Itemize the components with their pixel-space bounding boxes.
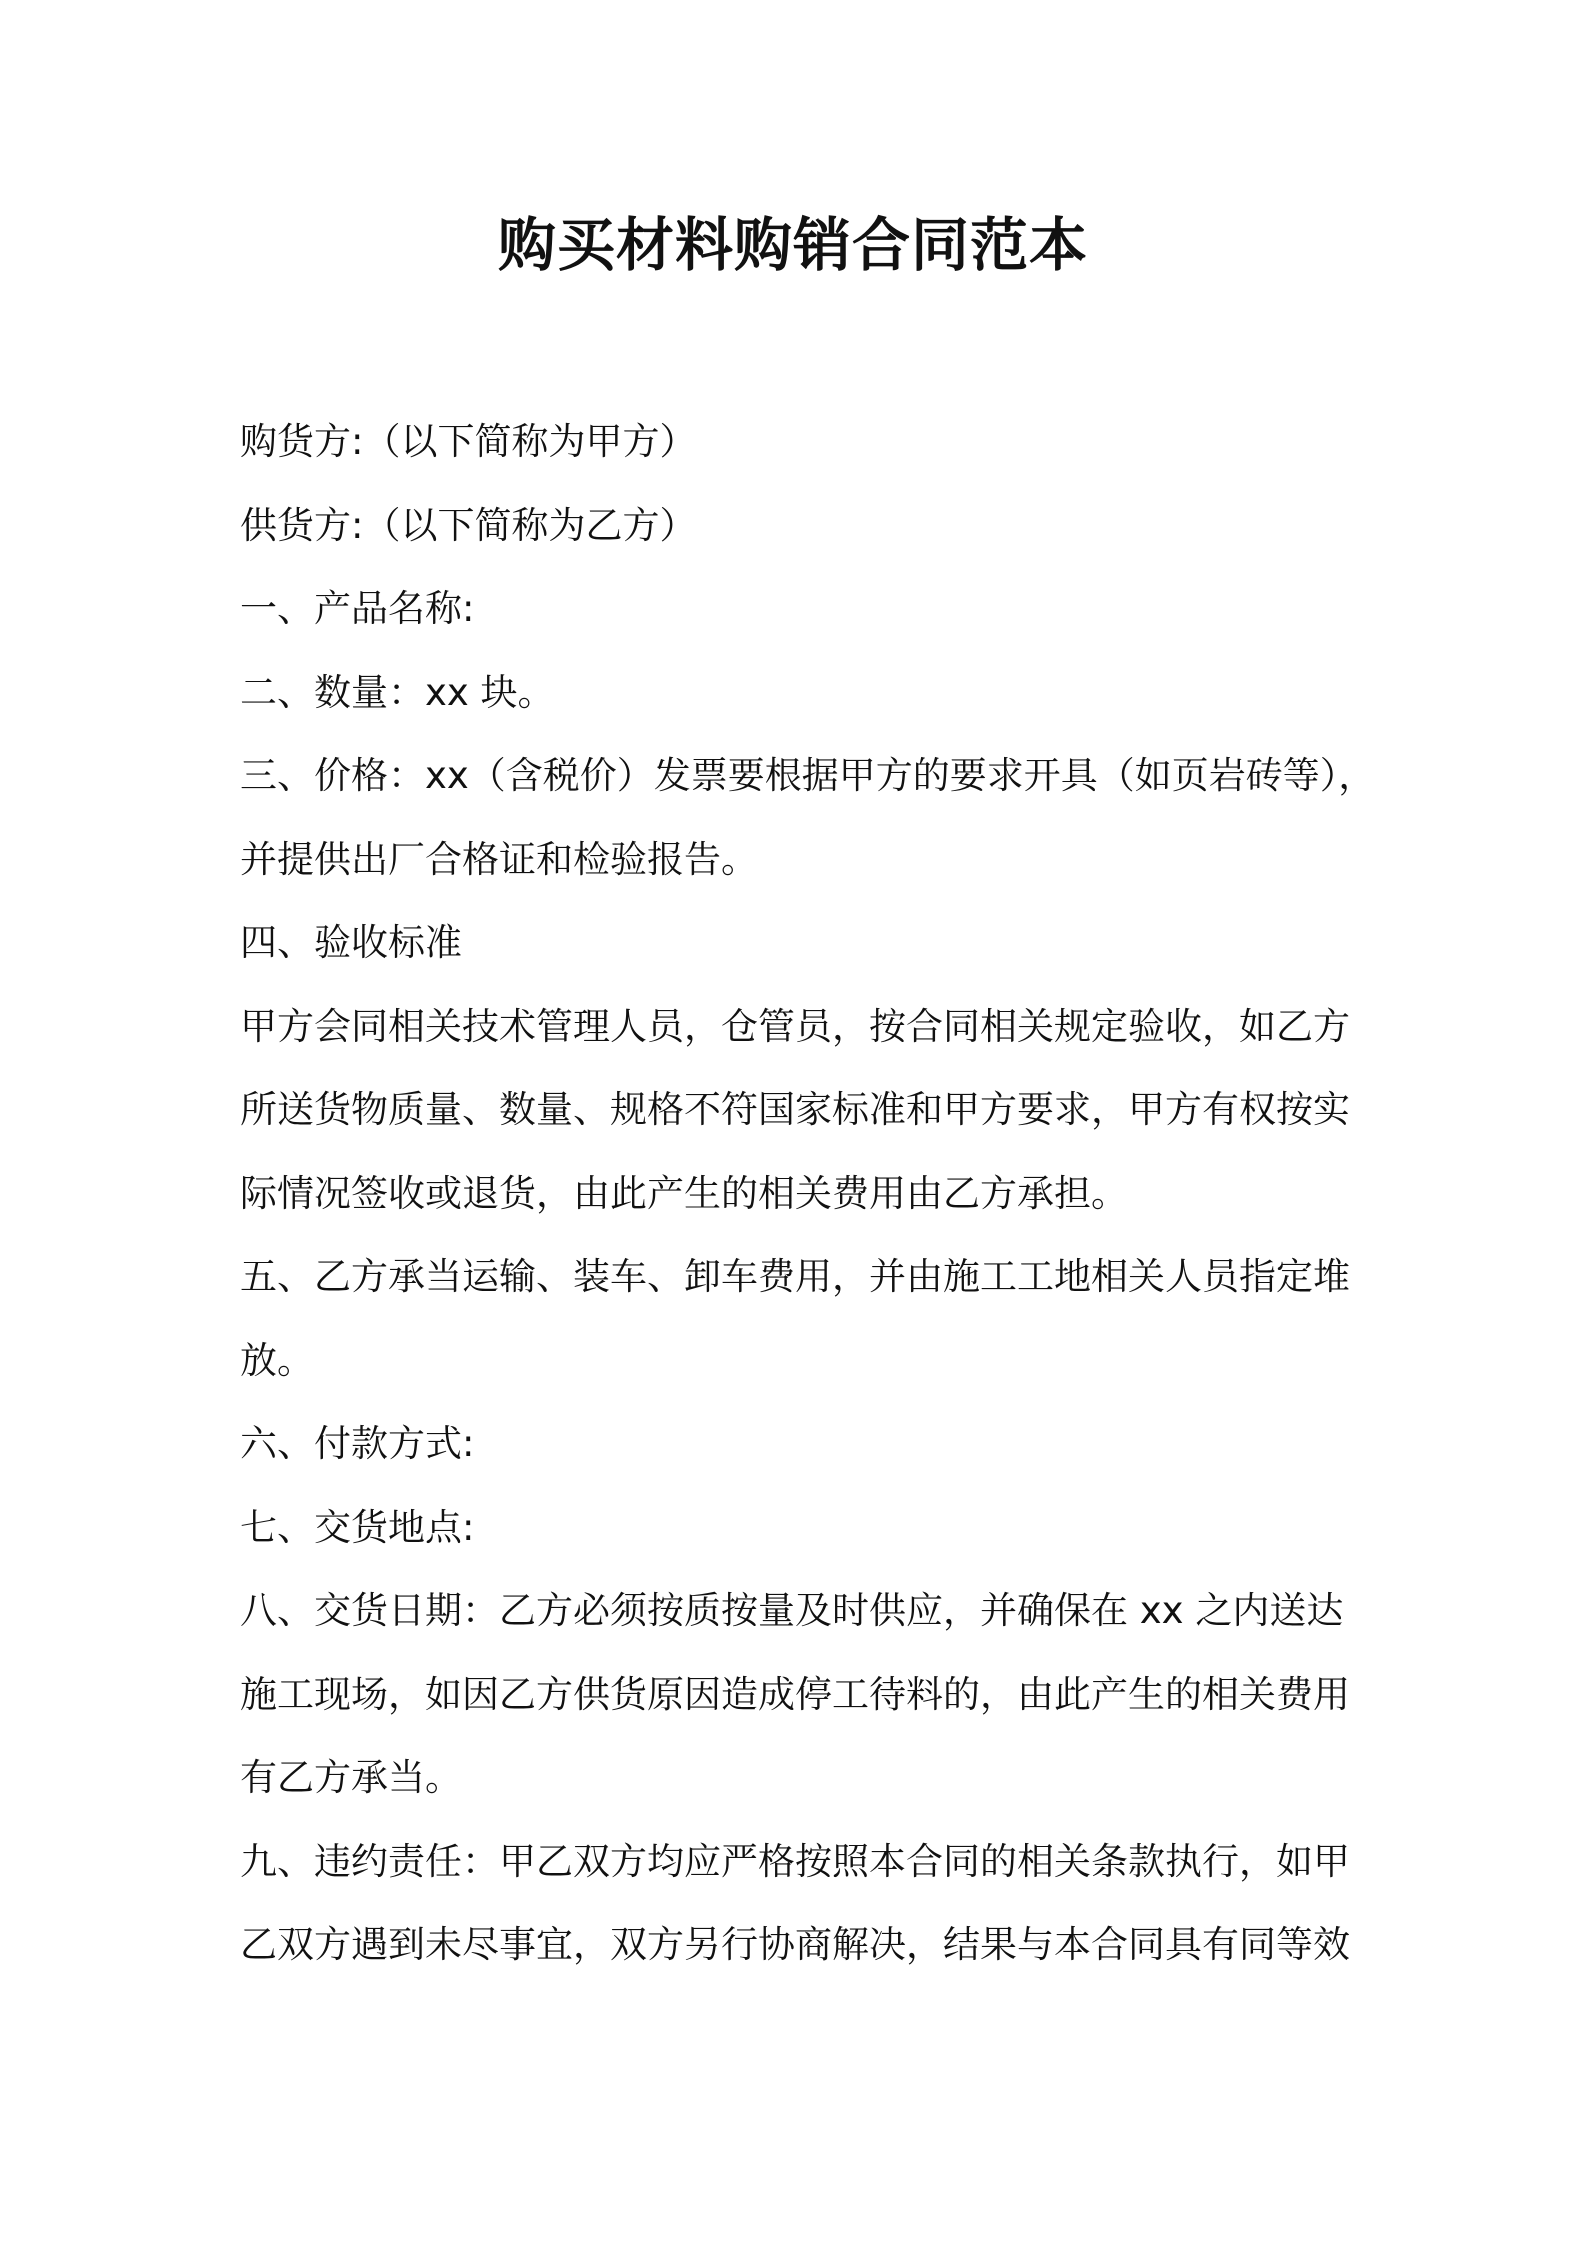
line-payment: 六、付款方式: xyxy=(240,1422,475,1465)
line-acceptance-heading: 四、验收标准 xyxy=(240,921,462,964)
line-liability-1: 九、违约责任：甲乙双方均应严格按照本合同的相关条款执行，如甲 xyxy=(240,1839,1350,1883)
line-transport: 五、乙方承当运输、装车、卸车费用，并由施工工地相关人员指定堆 xyxy=(240,1255,1350,1298)
line-price-cont: 并提供出厂合格证和检验报告。 xyxy=(240,837,758,881)
line-acceptance-3: 际情况签收或退货，由此产生的相关费用由乙方承担。 xyxy=(240,1171,1128,1215)
line-acceptance-2: 所送货物质量、数量、规格不符国家标准和甲方要求，甲方有权按实 xyxy=(240,1088,1350,1131)
document-title: 购买材料购销合同范本 xyxy=(497,211,1088,279)
line-supplier: 供货方:（以下简称为乙方） xyxy=(240,503,697,547)
line-quantity: 二、数量：xx 块。 xyxy=(240,670,555,714)
line-transport-cont: 放。 xyxy=(240,1338,314,1382)
contract-body xyxy=(240,400,1376,1987)
line-delivery-place: 七、交货地点: xyxy=(240,1505,475,1549)
line-product-name: 一、产品名称: xyxy=(240,587,475,630)
line-acceptance-1: 甲方会同相关技术管理人员，仓管员，按合同相关规定验收，如乙方 xyxy=(240,1004,1350,1048)
line-price: 三、价格：xx（含税价）发票要根据甲方的要求开具（如页岩砖等）， xyxy=(240,754,1376,797)
line-liability-2: 乙双方遇到未尽事宜，双方另行协商解决，结果与本合同具有同等效 xyxy=(240,1923,1350,1966)
line-delivery-date-1: 八、交货日期：乙方必须按质按量及时供应，并确保在 xx 之内送达 xyxy=(240,1589,1344,1632)
line-delivery-date-3: 有乙方承当。 xyxy=(240,1756,462,1799)
line-buyer: 购货方:（以下简称为甲方） xyxy=(240,420,697,463)
line-delivery-date-2: 施工现场，如因乙方供货原因造成停工待料的，由此产生的相关费用 xyxy=(240,1672,1350,1716)
